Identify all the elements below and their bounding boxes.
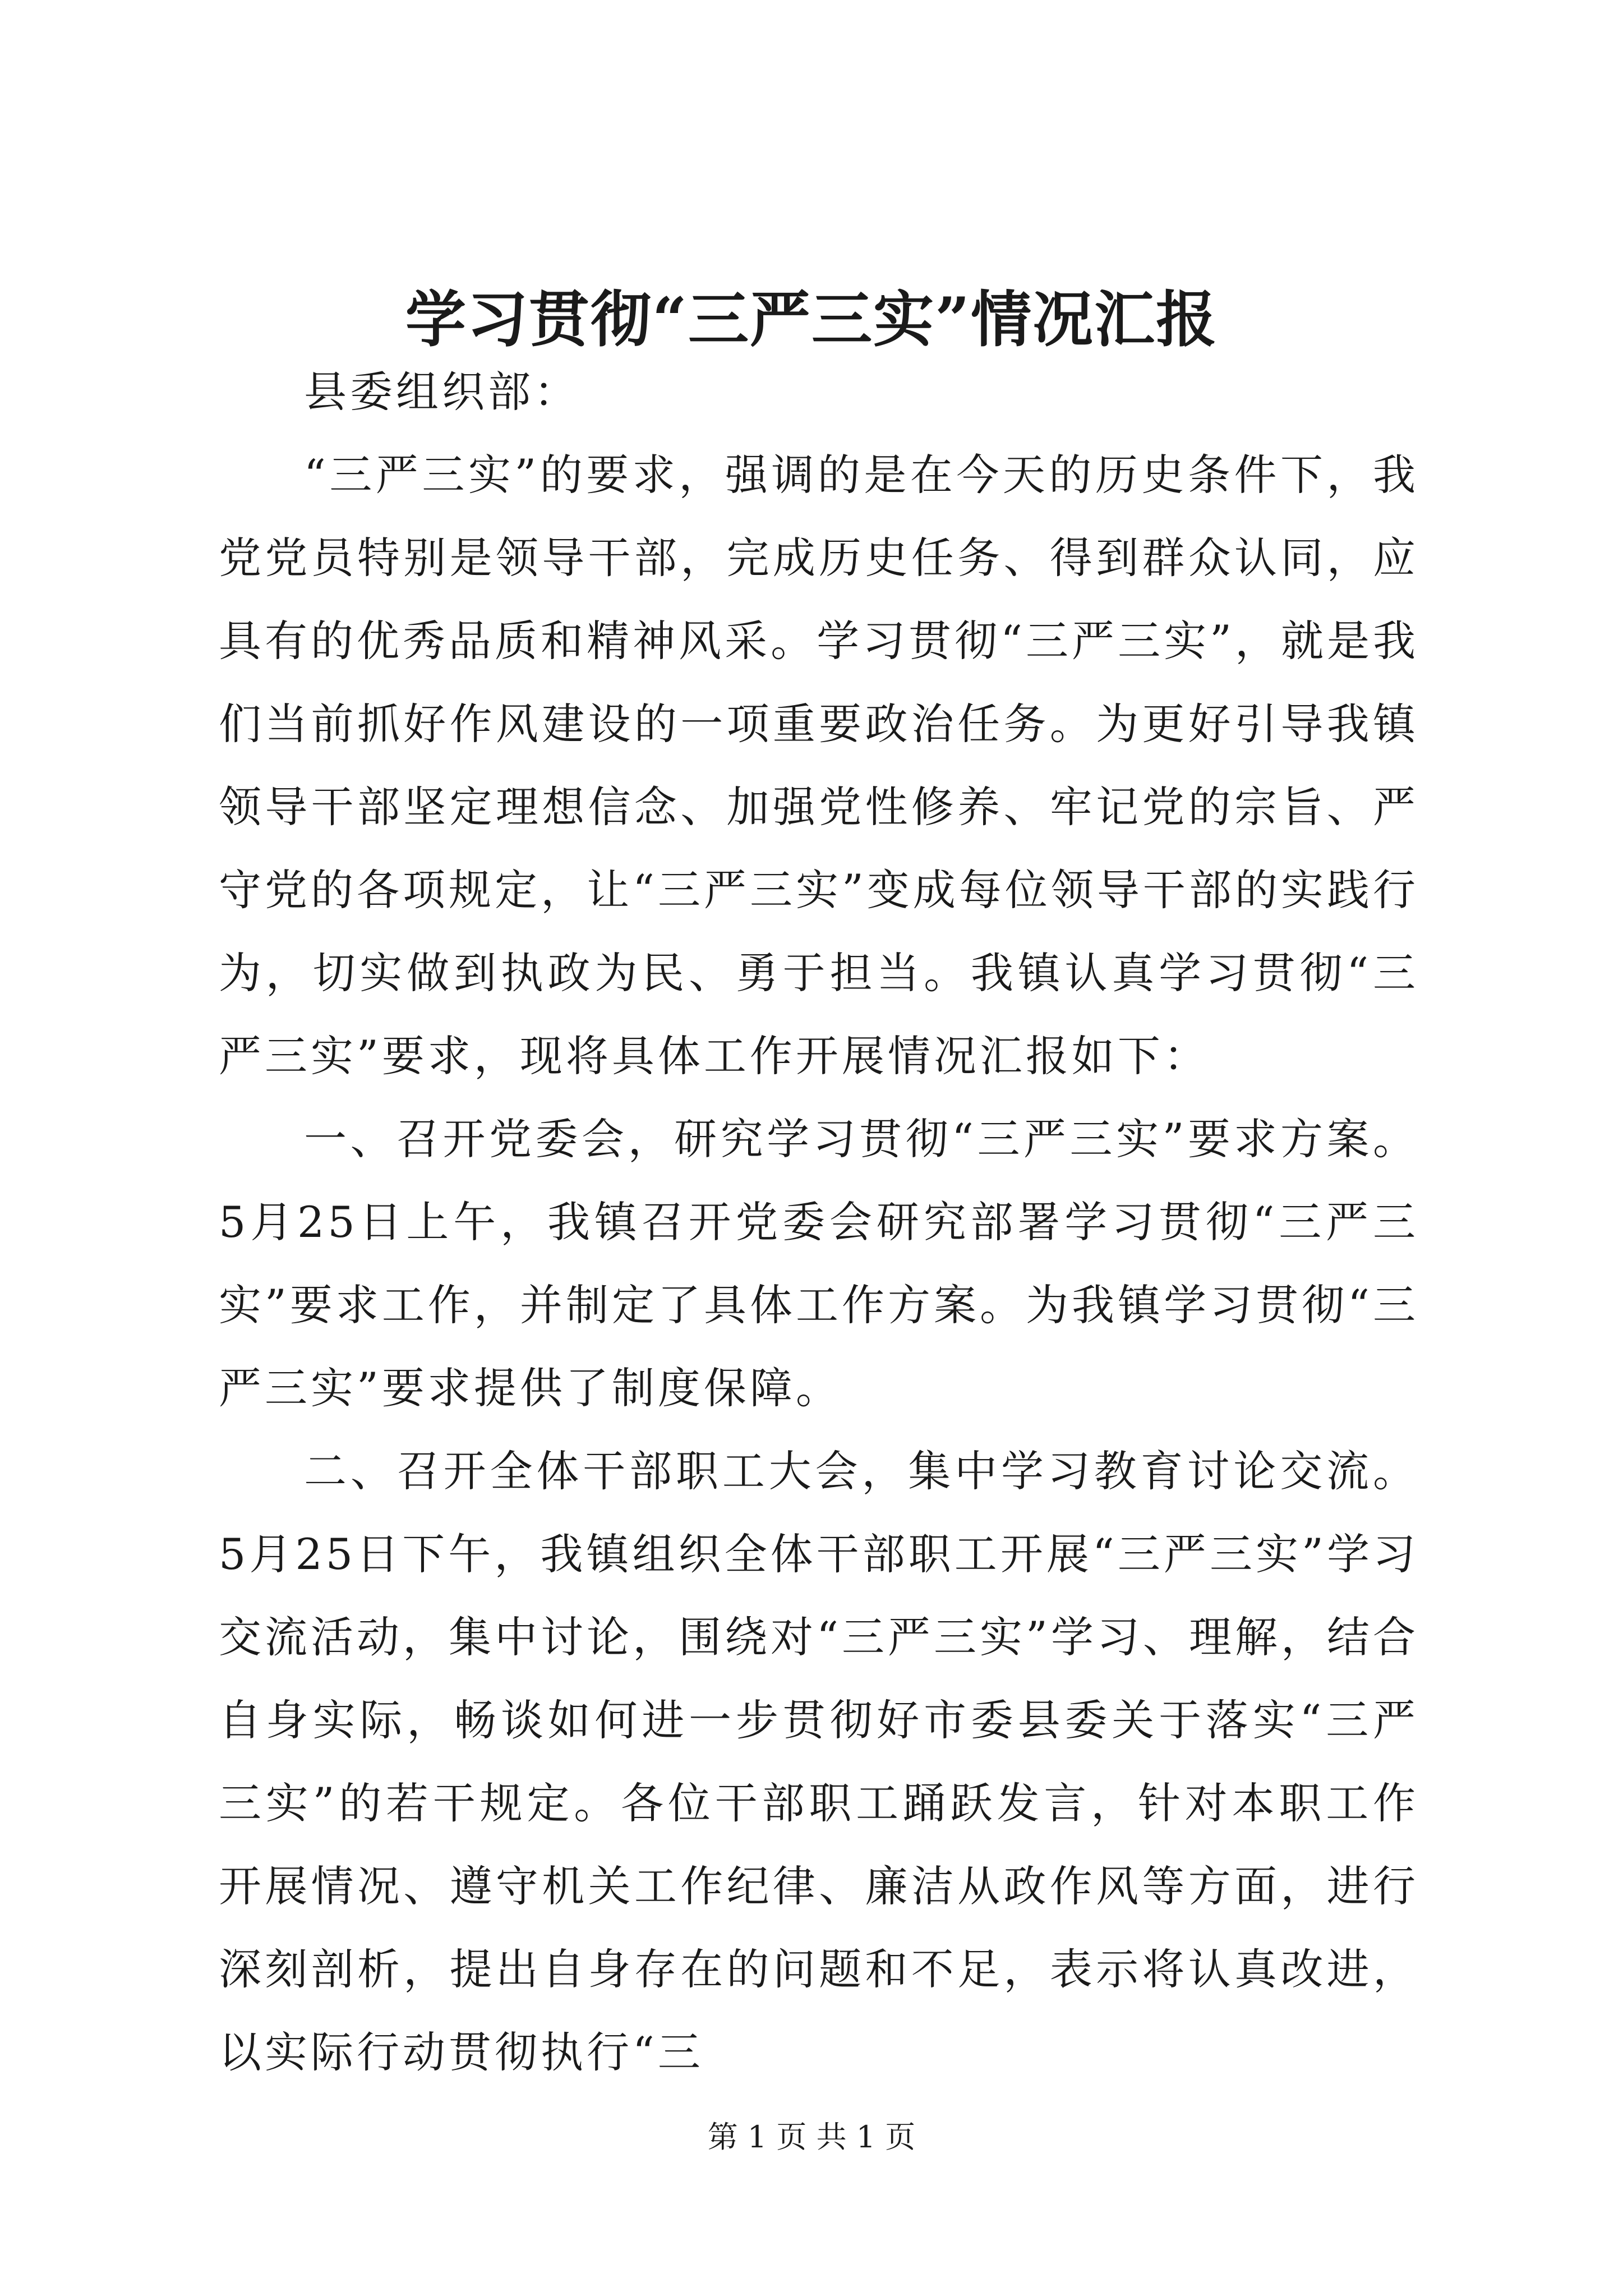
paragraph-section-1: 一、召开党委会，研究学习贯彻“三严三实”要求方案。5月25日上午，我镇召开党委会研究部署学习贯彻“三严三实”要求工作，并制定了具体工作方案。为我镇学习贯彻“三严三实”要求提供了制度保障。 [219,1114,1419,1413]
paragraph-intro: “三严三实”的要求，强调的是在今天的历史条件下，我党党员特别是领导干部，完成历史任务、得到群众认同，应具有的优秀品质和精神风采。学习贯彻“三严三实”，就是我们当前抓好作风建设的一项重要政治任务。为更好引导我镇领导干部坚定理想信念、加强党性修养、牢记党的宗旨、严守党的各项规定，让“三严三实”变成每位领导干部的实践行为，切实做到执政为民、勇于担当。我镇认真学习贯彻“三严三实”要求，现将具体工作开展情况汇报如下： [219,450,1419,1081]
paragraph-section-2: 二、召开全体干部职工大会，集中学习教育讨论交流。5月25日下午，我镇组织全体干部职工开展“三严三实”学习交流活动，集中讨论，围绕对“三严三实”学习、理解，结合自身实际，畅谈如何进一步贯彻好市委县委关于落实“三严三实”的若干规定。各位干部职工踊跃发言，针对本职工作开展情况、遵守机关工作纪律、廉洁从政作风等方面，进行深刻剖析，提出自身存在的问题和不足，表示将认真改进，以实际行动贯彻执行“三 [219,1446,1419,2077]
page-footer: 第 1 页 共 1 页 [707,2119,916,2155]
salutation: 县委组织部： [304,367,580,417]
document-body [219,351,1419,2094]
document-title: 学习贯彻“三严三实”情况汇报 [405,284,1218,355]
